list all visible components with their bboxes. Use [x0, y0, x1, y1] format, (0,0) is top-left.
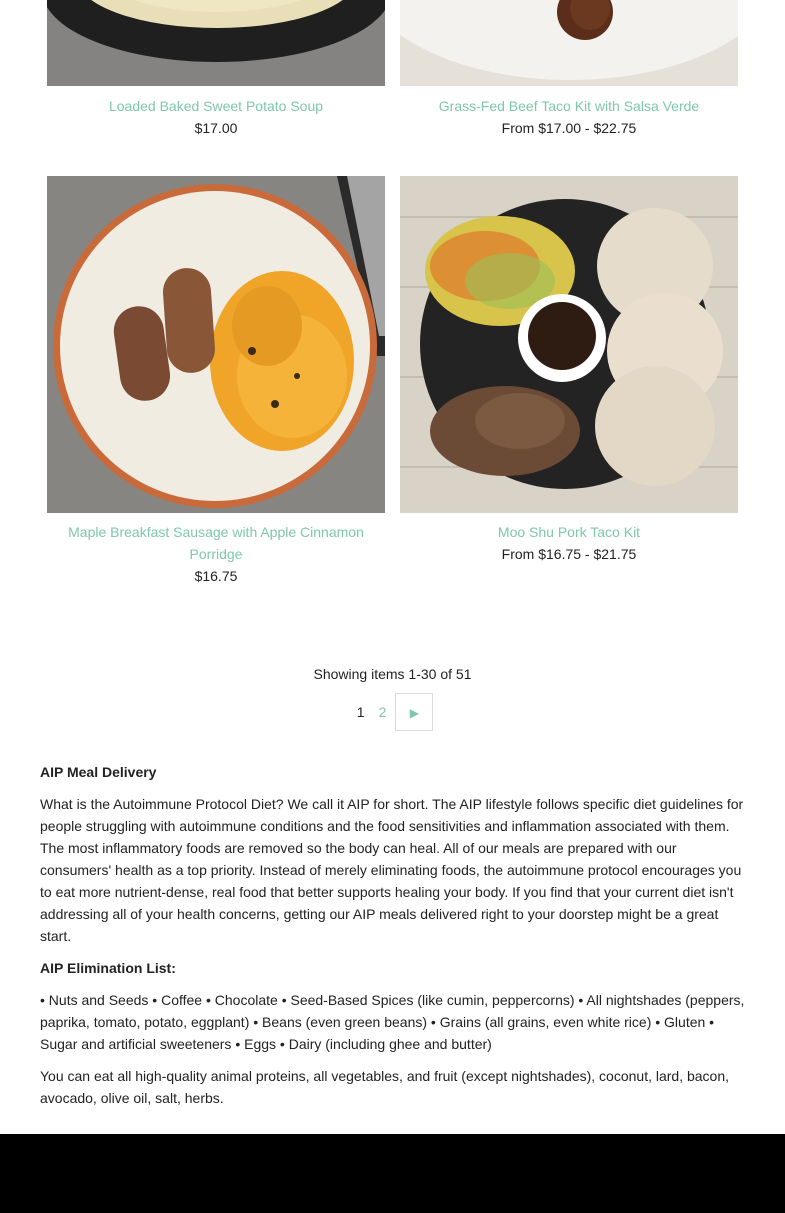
product-name[interactable]: Grass-Fed Beef Taco Kit with Salsa Verde	[438, 98, 700, 114]
product-price: $17.00	[194, 120, 238, 136]
product-image-beef-taco-kit[interactable]	[400, 0, 738, 86]
product-card[interactable]	[400, 0, 738, 139]
product-name[interactable]: Moo Shu Pork Taco Kit	[497, 524, 641, 540]
product-price: $16.75	[194, 568, 238, 584]
collection-description	[40, 761, 746, 1119]
product-price: From $17.00 - $22.75	[501, 120, 637, 136]
product-card[interactable]	[400, 176, 738, 565]
product-price: From $16.75 - $21.75	[501, 546, 637, 562]
description-intro: What is the Autoimmune Protocol Diet? We call it AIP for short. The AIP lifestyle follows specific diet guidelines for people struggling with autoimmune conditions and the food sensitivities and inflammation associated with them. The most inflammatory foods are removed so the body can heal. All of our meals are prepared with our consumers' health as a top priority. Instead of merely eliminating foods, the autoimmune protocol encourages you to eat more nutrient-dense, real food that better supports healing your body. If you find that your current diet isn't addressing all of your health concerns, getting our AIP meals delivered right to your doorstep might be a great start.	[40, 796, 744, 944]
allowed-foods: You can eat all high-quality animal proteins, all vegetables, and fruit (except nightshades), coconut, lard, bacon, avocado, olive oil, salt, herbs.	[40, 1068, 730, 1106]
pagination-summary: Showing items 1-30 of 51	[313, 666, 472, 682]
elimination-list-heading: AIP Elimination List:	[40, 960, 176, 976]
page-current: 1	[356, 704, 365, 720]
pagination	[0, 693, 785, 731]
product-image-sausage-porridge[interactable]	[47, 176, 385, 513]
page-link-2[interactable]: 2	[378, 704, 387, 720]
description-heading: AIP Meal Delivery	[40, 764, 157, 780]
product-image-moo-shu-pork[interactable]	[400, 176, 738, 513]
product-name[interactable]: Maple Breakfast Sausage with Apple Cinnamon Porridge	[68, 524, 364, 562]
elimination-list: • Nuts and Seeds • Coffee • Chocolate • Seed-Based Spices (like cumin, peppercorns) • All nightshades (peppers, paprika, tomato, potato, eggplant) • Beans (even green beans) • Grains (all grains, even white rice) • Gluten • Sugar and artificial sweeteners • Eggs • Dairy (including ghee and butter)	[40, 992, 745, 1052]
product-card[interactable]	[47, 0, 385, 139]
product-name[interactable]: Loaded Baked Sweet Potato Soup	[108, 98, 324, 114]
product-image-sweet-potato-soup[interactable]	[47, 0, 385, 86]
next-page-button[interactable]	[395, 693, 433, 731]
product-card[interactable]	[47, 176, 385, 587]
caret-right-icon: ▶	[409, 706, 419, 720]
site-footer	[0, 1134, 785, 1213]
